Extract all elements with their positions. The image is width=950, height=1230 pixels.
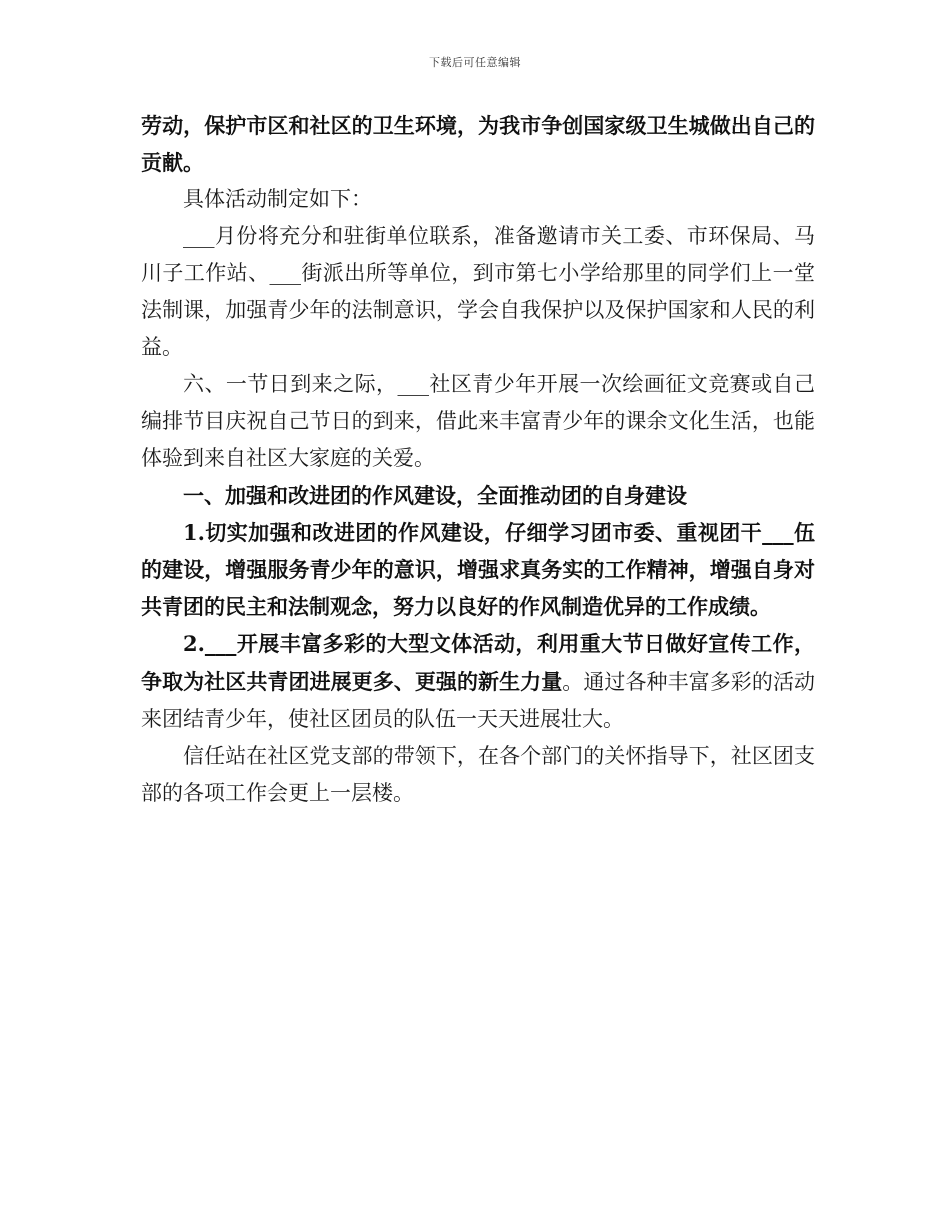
paragraph-closing: 信任站在社区党支部的带领下，在各个部门的关怀指导下，社区团支部的各项工作会更上一层楼。: [141, 744, 815, 805]
paragraph-item-2-bold: 2.___开展丰富多彩的大型文体活动，利用重大节日做好宣传工作，争取为社区共青团进展更多、更强的新生力量: [141, 631, 815, 694]
section-heading: 一、加强和改进团的作风建设，全面推动团的自身建设: [183, 483, 687, 508]
paragraph-continuation: 劳动，保护市区和社区的卫生环境，为我市争创国家级卫生城做出自己的贡献。: [141, 113, 815, 175]
paragraph-item-1: 1.切实加强和改进团的作风建设，仔细学习团市委、重视团干___伍的建设，增强服务青少年的意识，增强求真务实的工作精神，增强自身对共青团的民主和法制观念，努力以良好的作风制造优异的工作成绩。: [141, 520, 815, 619]
paragraph-law-class: ___月份将充分和驻街单位联系，准备邀请市关工委、市环保局、马川子工作站、___街派出所等单位，到市第七小学给那里的同学们上一堂法制课，加强青少年的法制意识，学会自我保护以及保护国家和人民的利益。: [141, 224, 815, 359]
page-header: 下载后可任意编辑: [429, 56, 521, 69]
paragraph-item-2: [141, 625, 815, 738]
document-body: [141, 107, 815, 812]
paragraph-item-2-rest: 。通过各种丰富多彩的活动来团结青少年，使社区团员的队伍一天天进展壮大。: [141, 670, 816, 731]
paragraph-activity-intro: 具体活动制定如下：: [183, 187, 372, 211]
paragraph-childrens-day: 六、一节日到来之际，___社区青少年开展一次绘画征文竞赛或自己编排节目庆祝自己节日的到来，借此来丰富青少年的课余文化生活，也能体验到来自社区大家庭的关爱。: [141, 372, 815, 470]
